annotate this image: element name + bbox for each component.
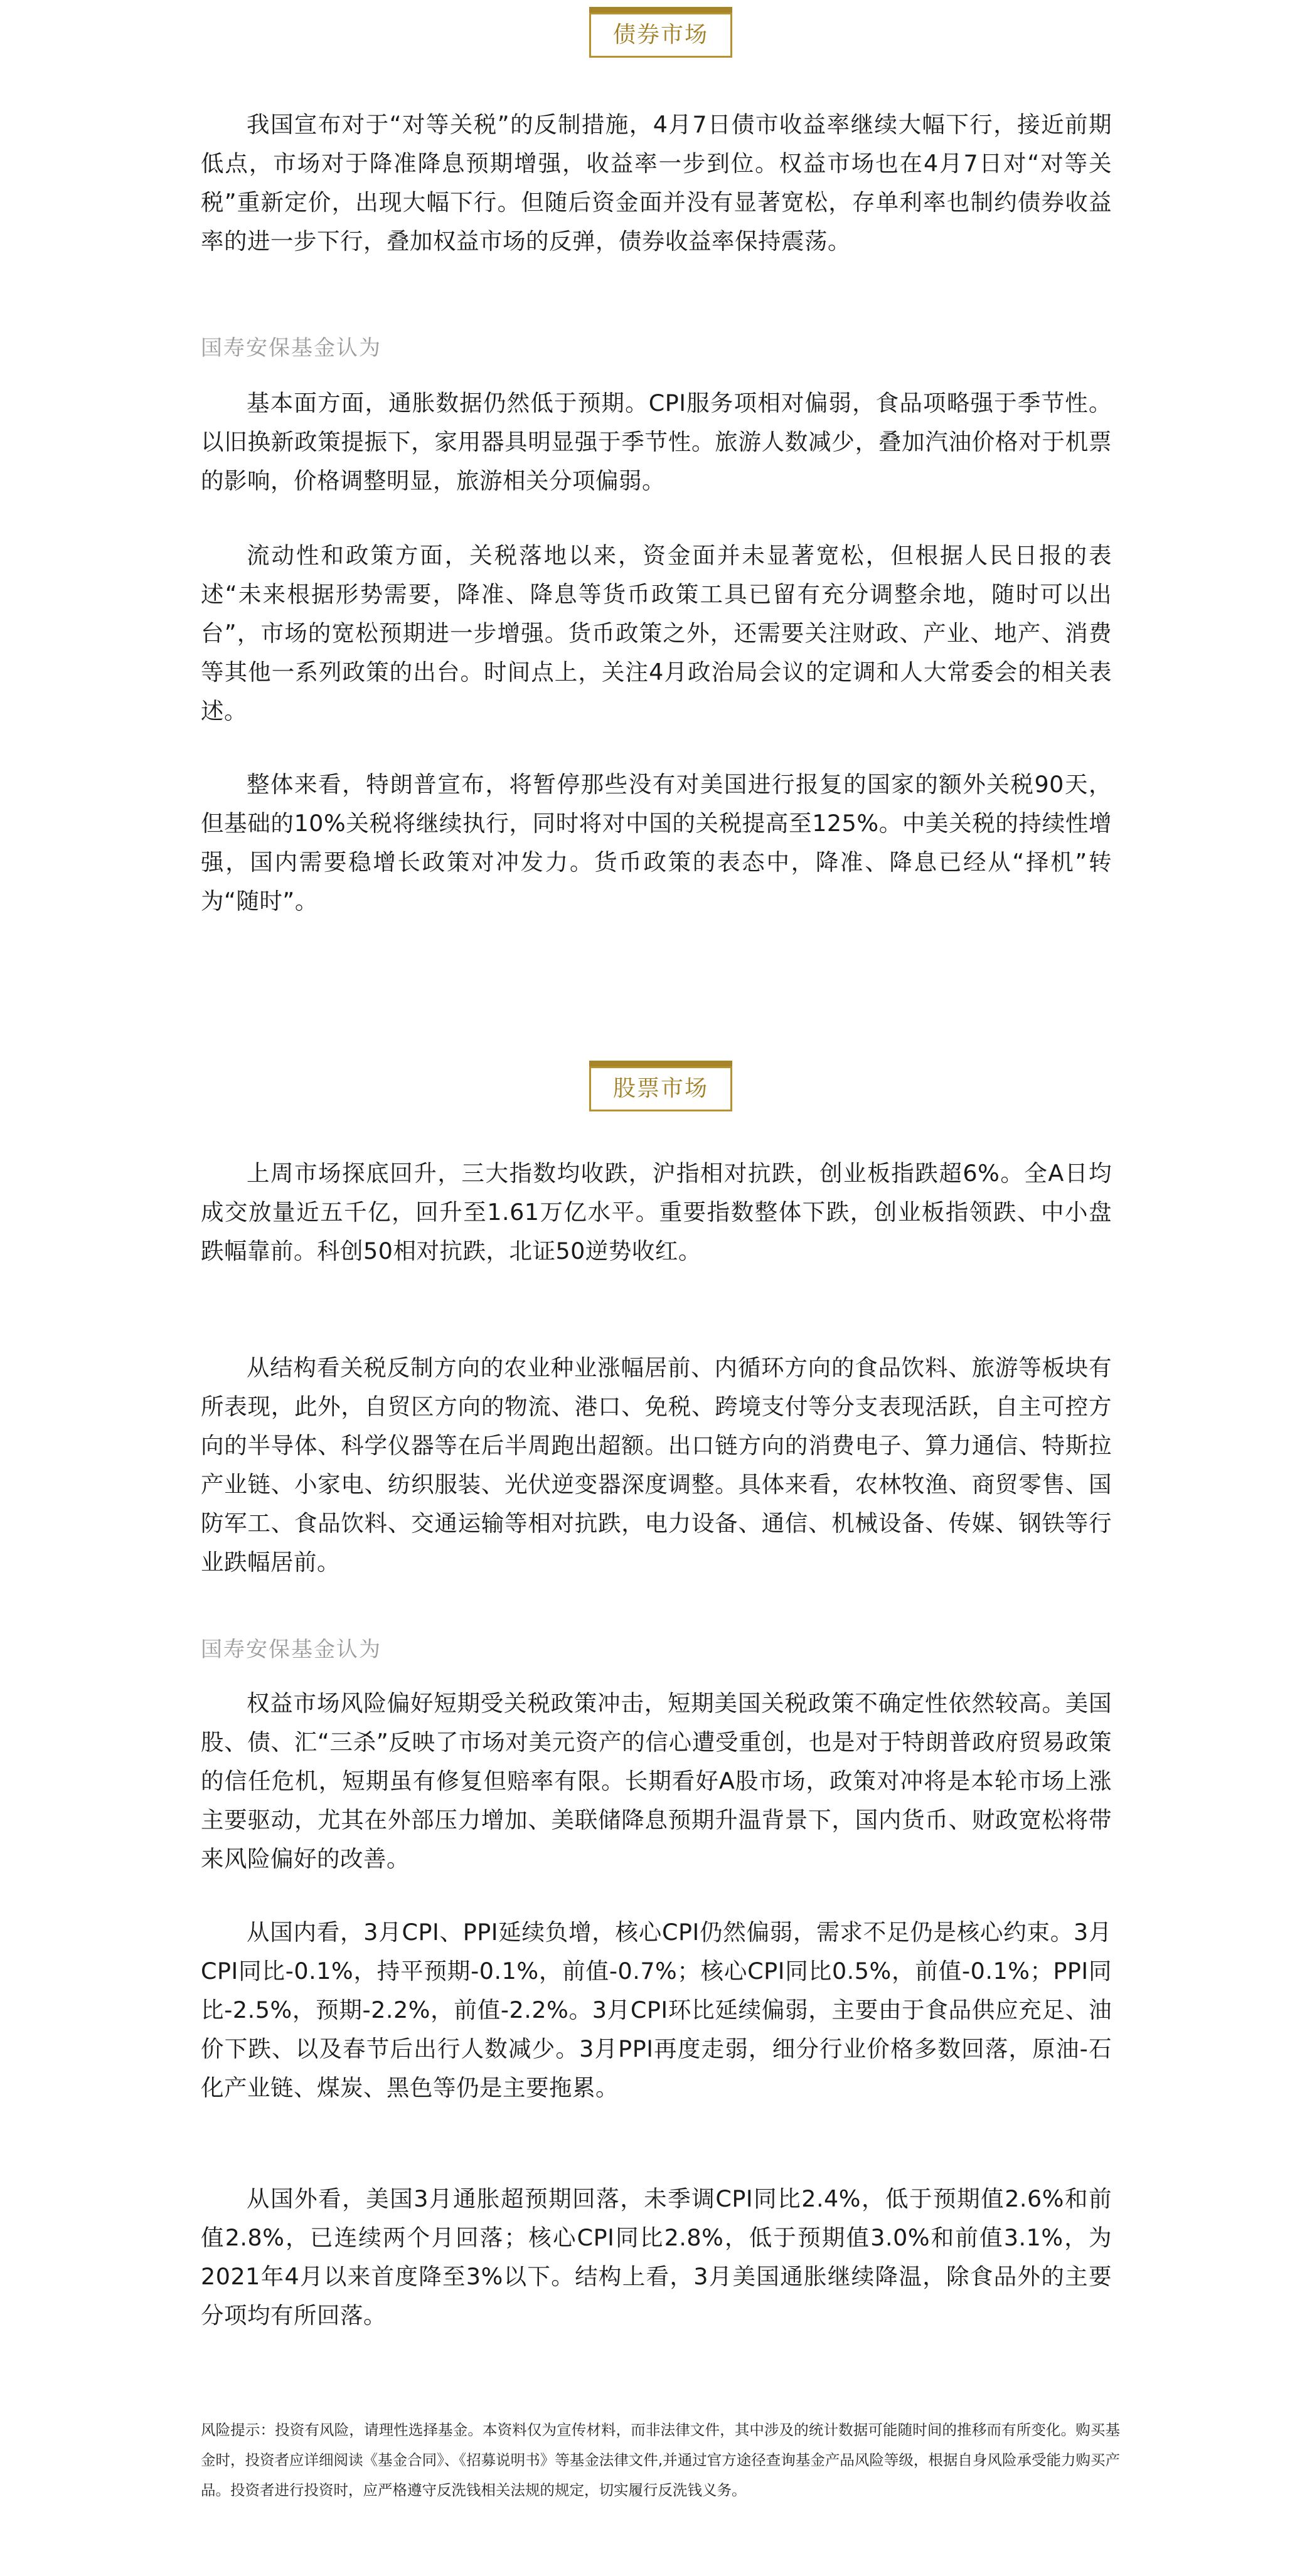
bond-market-badge [589, 13, 732, 58]
bond-intro-paragraph: 我国宣布对于“对等关税”的反制措施，4月7日债市收益率继续大幅下行，接近前期低点，市场对于降准降息预期增强，收益率一步到位。权益市场也在4月7日对“对等关税”重新定价，出现大幅下行。但随后资金面并没有显著宽松，存单利率也制约债券收益率的进一步下行，叠加权益市场的反弹，债券收益率保持震荡。 [201, 111, 1112, 255]
stock-view-paragraph-1: 权益市场风险偏好短期受关税政策冲击，短期美国关税政策不确定性依然较高。美国股、债、汇“三杀”反映了市场对美元资产的信心遭受重创，也是对于特朗普政府贸易政策的信任危机，短期虽有修复但赔率有限。长期看好A股市场，政策对冲将是本轮市场上涨主要驱动，尤其在外部压力增加、美联储降息预期升温背景下，国内货币、财政宽松将带来风险偏好的改善。 [201, 1690, 1112, 1872]
stock-view-heading: 国寿安保基金认为 [201, 1637, 381, 1662]
stock-view-paragraph-2: 从国内看，3月CPI、PPI延续负增，核心CPI仍然偏弱，需求不足仍是核心约束。3月CPI同比-0.1%，持平预期-0.1%，前值-0.7%；核心CPI同比0.5%，前值-0.1%；PPI同比-2.5%，预期-2.2%，前值-2.2%。3月CPI环比延续偏弱，主要由于食品供应充足、油价下跌、以及春节后出行人数减少。3月PPI再度走弱，细分行业价格多数回落，原油-石化产业链、煤炭、黑色等仍是主要拖累。 [201, 1919, 1112, 2101]
bond-view-paragraph-1: 基本面方面，通胀数据仍然低于预期。CPI服务项相对偏弱，食品项略强于季节性。以旧换新政策提振下，家用器具明显强于季节性。旅游人数减少，叠加汽油价格对于机票的影响，价格调整明显，旅游相关分项偏弱。 [201, 390, 1112, 494]
bond-view-heading: 国寿安保基金认为 [201, 336, 381, 361]
stock-intro-paragraph-1: 上周市场探底回升，三大指数均收跌，沪指相对抗跌，创业板指跌超6%。全A日均成交放量近五千亿，回升至1.61万亿水平。重要指数整体下跌，创业板指领跌、中小盘跌幅靠前。科创50相对抗跌，北证50逆势收红。 [201, 1160, 1112, 1264]
bond-view-paragraph-3: 整体来看，特朗普宣布，将暂停那些没有对美国进行报复的国家的额外关税90天，但基础的10%关税将继续执行，同时将对中国的关税提高至125%。中美关税的持续性增强，国内需要稳增长政策对冲发力。货币政策的表态中，降准、降息已经从“择机”转为“随时”。 [201, 771, 1112, 914]
risk-disclaimer: 风险提示：投资有风险，请理性选择基金。本资料仅为宣传材料，而非法律文件，其中涉及的统计数据可能随时间的推移而有所变化。购买基金时，投资者应详细阅读《基金合同》、《招募说明书》等基金法律文件,并通过官方途径查询基金产品风险等级，根据自身风险承受能力购买产品。投资者进行投资时，应严格遵守反洗钱相关法规的规定，切实履行反洗钱义务。 [201, 2421, 1120, 2499]
stock-view-paragraph-3: 从国外看，美国3月通胀超预期回落，未季调CPI同比2.4%，低于预期值2.6%和前值2.8%，已连续两个月回落；核心CPI同比2.8%，低于预期值3.0%和前值3.1%，为2021年4月以来首度降至3%以下。结构上看，3月美国通胀继续降温，除食品外的主要分项均有所回落。 [201, 2185, 1112, 2329]
bond-view-paragraph-2: 流动性和政策方面，关税落地以来，资金面并未显著宽松，但根据人民日报的表述“未来根据形势需要，降准、降息等货币政策工具已留有充分调整余地，随时可以出台”，市场的宽松预期进一步增强。货币政策之外，还需要关注财政、产业、地产、消费等其他一系列政策的出台。时间点上，关注4月政治局会议的定调和人大常委会的相关表述。 [201, 542, 1112, 724]
stock-intro-paragraph-2: 从结构看关税反制方向的农业种业涨幅居前、内循环方向的食品饮料、旅游等板块有所表现，此外，自贸区方向的物流、港口、免税、跨境支付等分支表现活跃，自主可控方向的半导体、科学仪器等在后半周跑出超额。出口链方向的消费电子、算力通信、特斯拉产业链、小家电、纺织服装、光伏逆变器深度调整。具体来看，农林牧渔、商贸零售、国防军工、食品饮料、交通运输等相对抗跌，电力设备、通信、机械设备、传媒、钢铁等行业跌幅居前。 [201, 1354, 1112, 1576]
stock-market-badge [589, 1066, 732, 1111]
stock-market-title: 股票市场 [612, 1076, 708, 1101]
bond-market-title: 债券市场 [612, 22, 708, 48]
